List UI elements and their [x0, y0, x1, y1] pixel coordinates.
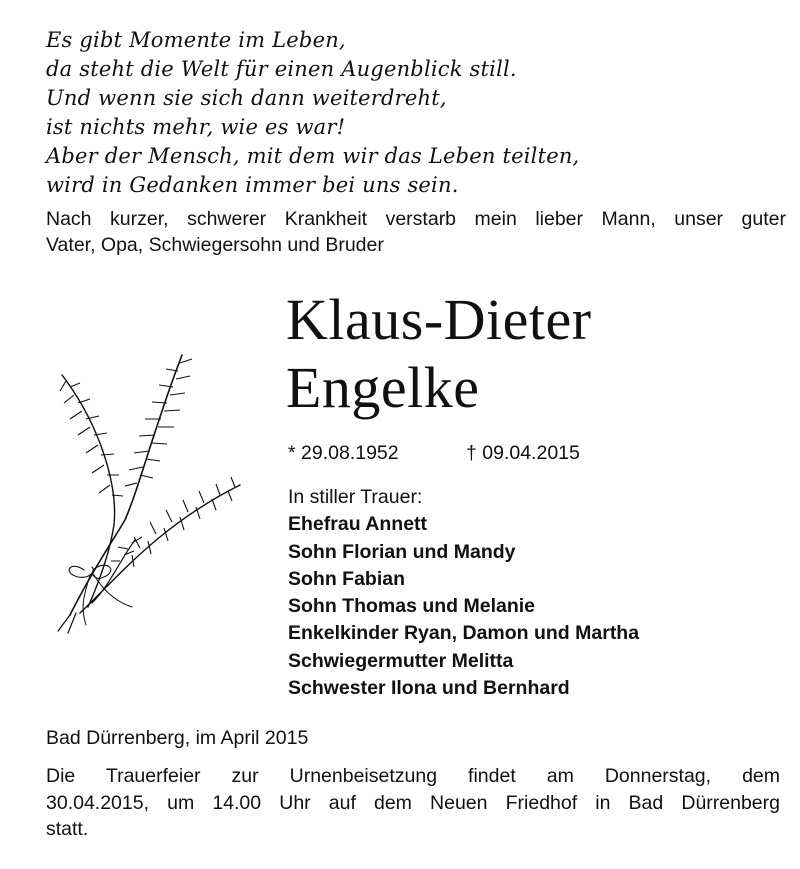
deceased-first-name: Klaus-Dieter: [286, 287, 592, 352]
funeral-info: [46, 763, 780, 843]
funeral-line: statt.: [46, 818, 89, 840]
life-dates: [288, 440, 580, 466]
mourner: Ehefrau Annett: [288, 513, 428, 536]
poem-line: Aber der Mensch, mit dem wir das Leben teilten,: [46, 144, 580, 168]
poem: [46, 26, 579, 200]
intro-text: [46, 206, 786, 258]
mourners-list: [288, 484, 639, 702]
poem-line: da steht die Welt für einen Augenblick still.: [46, 57, 517, 81]
mourner: Sohn Florian und Mandy: [288, 540, 516, 563]
mourner: Schwester Ilona und Bernhard: [288, 677, 570, 700]
funeral-line: Die Trauerfeier zur Urnenbeisetzung findet am Donnerstag, dem: [46, 765, 780, 787]
mourners-heading: In stiller Trauer:: [288, 486, 423, 508]
deceased-last-name: Engelke: [286, 355, 480, 420]
poem-line: Es gibt Momente im Leben,: [46, 28, 346, 52]
intro-line: Vater, Opa, Schwiegersohn und Bruder: [46, 234, 384, 256]
poem-line: Und wenn sie sich dann weiterdreht,: [46, 86, 447, 110]
fern-illustration: [40, 345, 250, 635]
mourner: Sohn Fabian: [288, 567, 405, 590]
mourner: Sohn Thomas und Melanie: [288, 595, 536, 618]
poem-line: ist nichts mehr, wie es war!: [46, 115, 346, 139]
mourner: Schwiegermutter Melitta: [288, 649, 514, 672]
death-date: † 09.04.2015: [466, 442, 580, 464]
poem-line: wird in Gedanken immer bei uns sein.: [46, 173, 459, 197]
intro-line: Nach kurzer, schwerer Krankheit verstarb mein lieber Mann, unser guter: [46, 208, 786, 230]
deceased-name: [286, 286, 592, 422]
place-date: Bad Dürrenberg, im April 2015: [46, 727, 309, 749]
birth-date: * 29.08.1952: [288, 442, 399, 464]
funeral-line: 30.04.2015, um 14.00 Uhr auf dem Neuen Friedhof in Bad Dürrenberg: [46, 791, 780, 814]
mourner: Enkelkinder Ryan, Damon und Martha: [288, 622, 640, 645]
